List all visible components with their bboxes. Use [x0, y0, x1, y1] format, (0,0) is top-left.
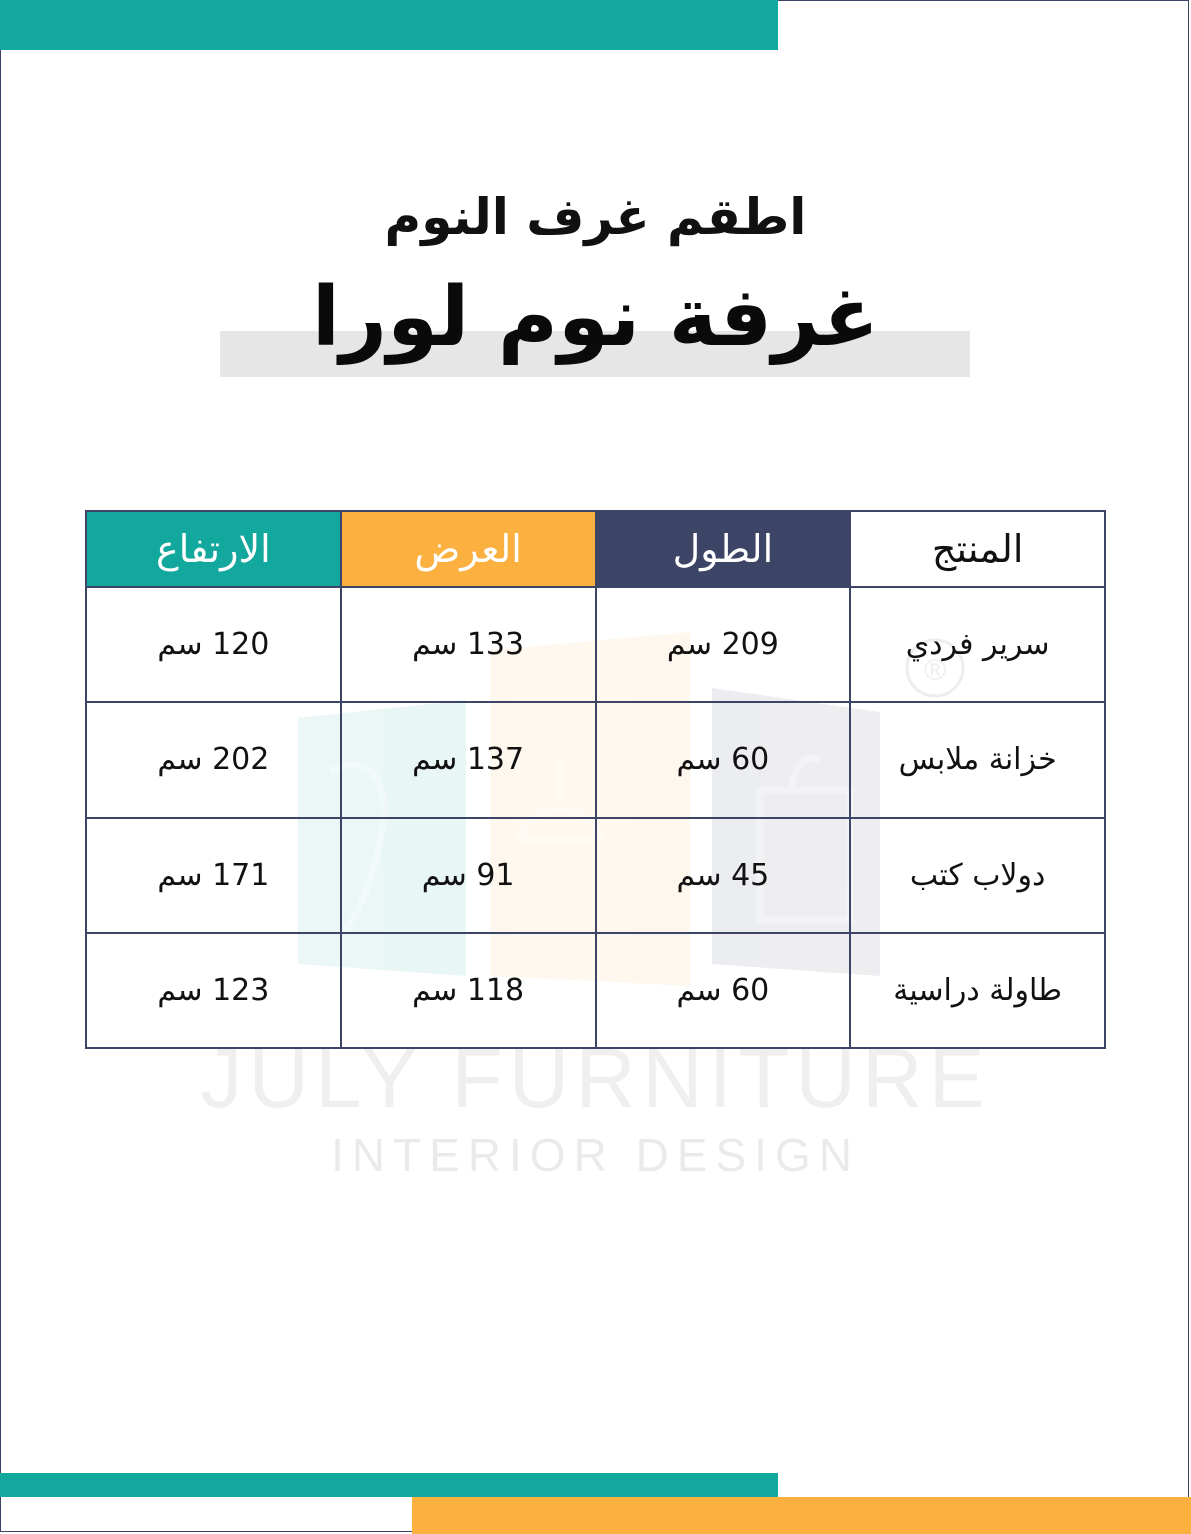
- cell-product: طاولة دراسية: [850, 933, 1105, 1048]
- cell-width: 133 سم: [341, 587, 596, 702]
- page-title: غرفة نوم لورا: [311, 270, 880, 365]
- cell-height: 123 سم: [86, 933, 341, 1048]
- bottom-orange-bar: [412, 1497, 1191, 1534]
- cell-product: خزانة ملابس: [850, 702, 1105, 817]
- svg-text:®: ®: [923, 654, 947, 687]
- top-accent-bar: [0, 0, 778, 50]
- table-row: [86, 818, 1105, 933]
- cell-height: 202 سم: [86, 702, 341, 817]
- cell-length: 45 سم: [596, 818, 851, 933]
- cell-height: 120 سم: [86, 587, 341, 702]
- dimensions-table: [85, 510, 1106, 1049]
- cell-width: 118 سم: [341, 933, 596, 1048]
- cell-height: 171 سم: [86, 818, 341, 933]
- column-header-product: المنتج: [850, 511, 1105, 587]
- table-row: [86, 702, 1105, 817]
- watermark-tagline: INTERIOR DESIGN: [331, 1129, 860, 1181]
- column-header-height: الارتفاع: [86, 511, 341, 587]
- table-header-row: [86, 511, 1105, 587]
- cell-length: 209 سم: [596, 587, 851, 702]
- bottom-teal-bar: [0, 1473, 778, 1497]
- table-row: [86, 587, 1105, 702]
- page-subtitle: اطقم غرف النوم: [384, 188, 807, 246]
- cell-product: سرير فردي: [850, 587, 1105, 702]
- column-header-width: العرض: [341, 511, 596, 587]
- cell-width: 91 سم: [341, 818, 596, 933]
- cell-length: 60 سم: [596, 933, 851, 1048]
- column-header-length: الطول: [596, 511, 851, 587]
- cell-length: 60 سم: [596, 702, 851, 817]
- cell-product: دولاب كتب: [850, 818, 1105, 933]
- watermark-brand: JULY FURNITURE: [200, 1031, 991, 1125]
- table-row: [86, 933, 1105, 1048]
- cell-width: 137 سم: [341, 702, 596, 817]
